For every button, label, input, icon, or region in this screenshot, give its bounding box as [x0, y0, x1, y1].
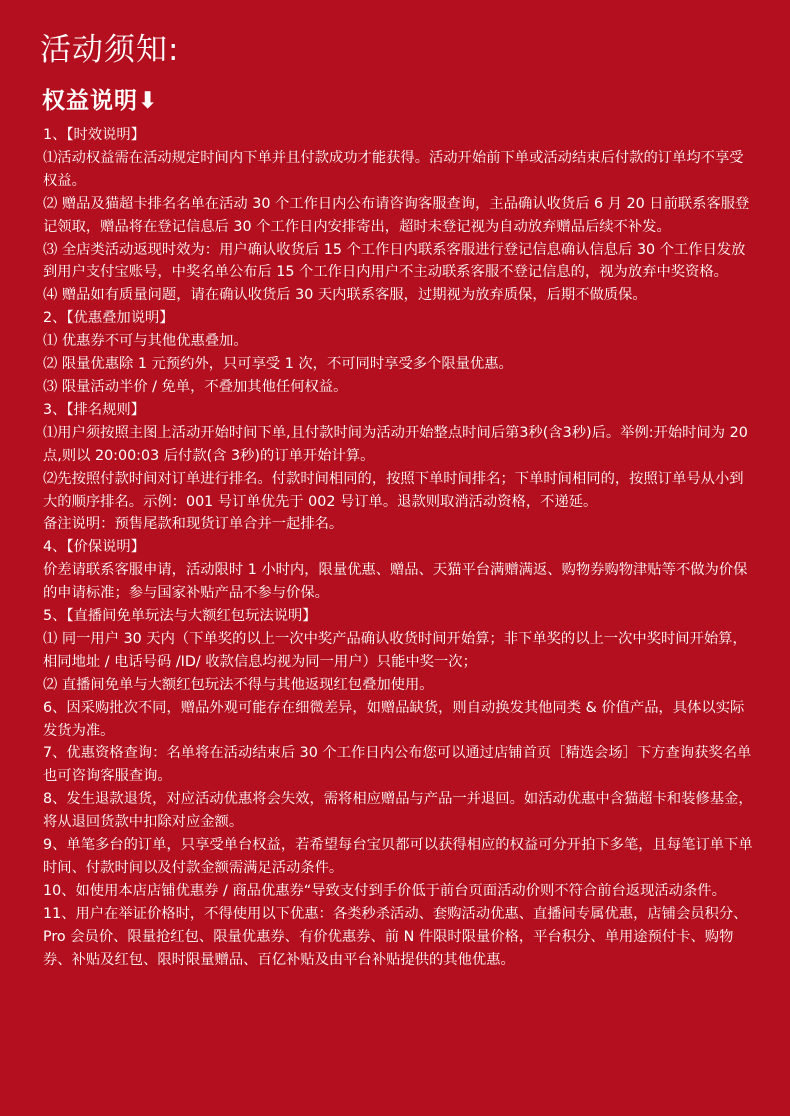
notice-paragraph: 9、单笔多台的订单，只享受单台权益，若希望每台宝贝都可以获得相应的权益可分开拍下多笔，且每笔订单下单时间、付款时间以及付款金额需满足活动条件。 [43, 837, 753, 876]
notice-paragraph: ⑷ 赠品如有质量问题，请在确认收货后 30 天内联系客服，过期视为放弃质保，后期不做质保。 [43, 287, 647, 304]
notice-paragraph: 8、发生退款退货，对应活动优惠将会失效，需将相应赠品与产品一并退回。如活动优惠中含猫超卡和装修基金，将从退回货款中扣除对应金额。 [43, 791, 753, 831]
notice-paragraph: 价差请联系客服申请，活动限时 1 小时内，限量优惠、赠品、天猫平台满赠满返、购物券购物津贴等不做为价保的申请标准；参与国家补贴产品不参与价保。 [43, 562, 748, 602]
notice-paragraph: 2、【优惠叠加说明】 [43, 310, 174, 327]
notice-paragraph: 4、【价保说明】 [43, 539, 146, 556]
notice-paragraph: ⑶ 全店类活动返现时效为：用户确认收货后 15 个工作日内联系客服进行登记信息确认信息后 30 个工作日发放到用户支付宝账号，中奖名单公布后 15 个工作日内用户不主动联系客服不登记信息的，视为放弃中奖资格。 [43, 241, 746, 281]
notice-paragraph: 1、【时效说明】 [43, 127, 146, 143]
notice-paragraph: ⑵ 限量优惠除 1 元预约外，只可享受 1 次，不可同时享受多个限量优惠。 [43, 356, 513, 373]
notice-paragraph: 11、用户在举证价格时，不得使用以下优惠：各类秒杀活动、套购活动优惠、直播间专属优惠，店铺会员积分、Pro 会员价、限量抢红包、限量优惠券、有价优惠券、前 N 件限时限量价格，平台积分、单用途预付卡、购物券、补贴及红包、限时限量赠品、百亿补贴及由平台补贴提供的其他优惠。 [43, 905, 748, 968]
notice-paragraph: 5、【直播间免单玩法与大额红包玩法说明】 [43, 608, 317, 625]
notice-paragraph: ⑴用户须按照主图上活动开始时间下单,且付款时间为活动开始整点时间后第3秒(含3秒)后。举例:开始时间为 20 点,则以 20:00:03 后付款(含 3秒)的订单开始计算。 [43, 424, 748, 464]
notice-paragraph: 10、如使用本店店铺优惠券 / 商品优惠券“导致支付到手价低于前台页面活动价则不符合前台返现活动条件。 [43, 882, 726, 899]
notice-paragraph: 6、因采购批次不同，赠品外观可能存在细微差异，如赠品缺货，则自动换发其他同类 & 价值产品，具体以实际发货为准。 [43, 699, 745, 739]
notice-paragraph: ⑵ 赠品及猫超卡排名名单在活动 30 个工作日内公布请咨询客服查询，主品确认收货后 6 月 20 日前联系客服登记领取，赠品将在登记信息后 30 个工作日内安排寄出，超时未登记视为自动放弃赠品后续不补发。 [43, 195, 750, 235]
notice-paragraph: 7、优惠资格查询：名单将在活动结束后 30 个工作日内公布您可以通过店铺首页［精选会场］下方查询获奖名单也可咨询客服查询。 [43, 745, 752, 785]
notice-body [43, 124, 755, 972]
notice-paragraph: ⑵先按照付款时间对订单进行排名。付款时间相同的，按照下单时间排名；下单时间相同的，按照订单号从小到大的顺序排名。示例：001 号订单优先于 002 号订单。退款则取消活动资格，不递延。 [43, 470, 744, 510]
section-subtitle: 权益说明⬇ [42, 88, 159, 114]
page-title: 活动须知: [40, 32, 180, 68]
notice-paragraph: 3、【排名规则】 [43, 401, 146, 418]
notice-paragraph: ⑴活动权益需在活动规定时间内下单并且付款成功才能获得。活动开始前下单或活动结束后付款的订单均不享受权益。 [43, 149, 744, 189]
notice-paragraph: ⑵ 直播间免单与大额红包玩法不得与其他返现红包叠加使用。 [43, 676, 434, 693]
notice-paragraph: ⑶ 限量活动半价 / 免单，不叠加其他任何权益。 [43, 378, 348, 395]
notice-paragraph: 备注说明：预售尾款和现货订单合并一起排名。 [43, 516, 344, 533]
notice-paragraph: ⑴ 同一用户 30 天内（下单奖的以上一次中奖产品确认收货时间开始算；非下单奖的以上一次中奖时间开始算，相同地址 / 电话号码 /ID/ 收款信息均视为同一用户）只能中奖一次； [43, 630, 747, 670]
notice-paragraph: ⑴ 优惠券不可与其他优惠叠加。 [43, 333, 248, 350]
